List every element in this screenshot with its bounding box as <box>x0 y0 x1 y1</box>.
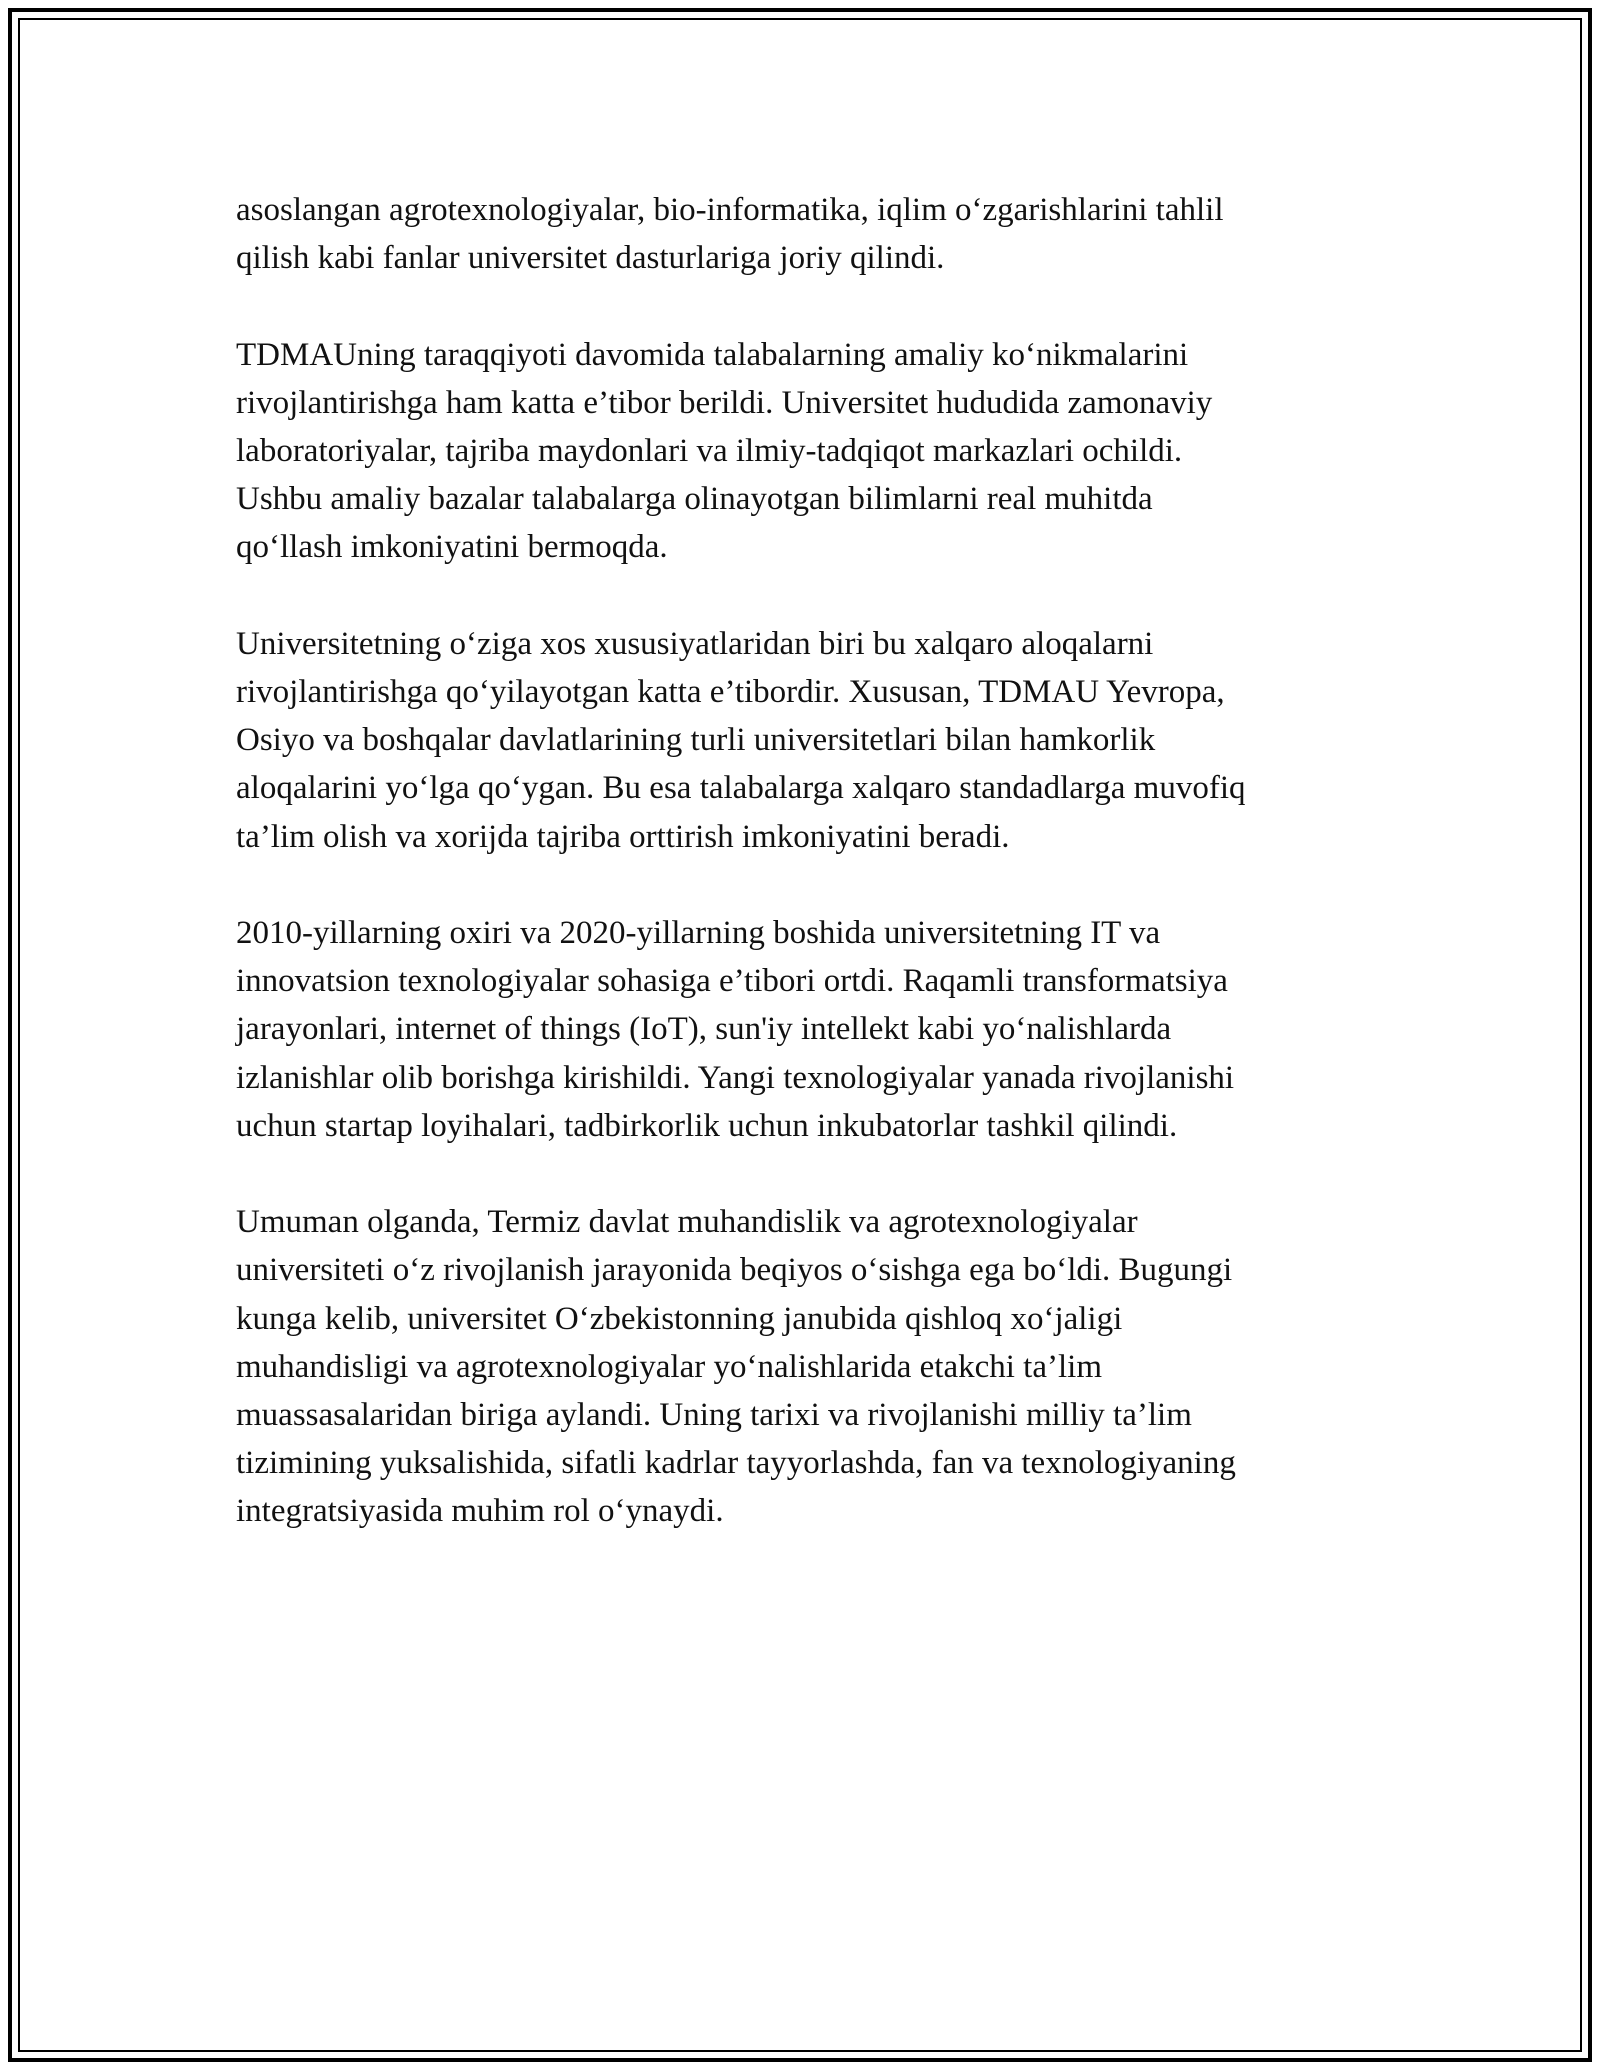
text-line: rivojlantirishga qoʻyilayotgan katta e’tibordir. Xususan, TDMAU Yevropa, <box>236 674 1225 710</box>
text-line: laboratoriyalar, tajriba maydonlari va ilmiy-tadqiqot markazlari ochildi. <box>236 433 1183 469</box>
text-line: Ushbu amaliy bazalar talabalarga olinayotgan bilimlarni real muhitda <box>236 481 1153 518</box>
text-line: aloqalarini yoʻlga qoʻygan. Bu esa talabalarga xalqaro standadlarga muvofiq <box>236 770 1246 807</box>
text-line: integratsiyasida muhim rol oʻynaydi. <box>236 1493 724 1530</box>
text-line: qilish kabi fanlar universitet dasturlariga joriy qilindi. <box>236 240 945 277</box>
text-line: 2010-yillarning oxiri va 2020-yillarning boshida universitetning IT va <box>236 915 1161 951</box>
text-line: TDMAUning taraqqiyoti davomida talabalarning amaliy koʻnikmalarini <box>236 336 1189 373</box>
text-line: qoʻllash imkoniyatini bermoqda. <box>236 529 668 566</box>
text-line: kunga kelib, universitet Oʻzbekistonning janubida qishloq xoʻjaligi <box>236 1300 1123 1337</box>
text-line: Universitetning oʻziga xos xususiyatlaridan biri bu xalqaro aloqalarni <box>236 625 1154 662</box>
text-line: muhandisligi va agrotexnologiyalar yoʻnalishlarida etakchi ta’lim <box>236 1348 1102 1385</box>
text-line: universiteti oʻz rivojlanish jarayonida beqiyos oʻsishga ega boʻldi. Bugungi <box>236 1252 1233 1289</box>
paragraph-3 <box>236 620 1376 861</box>
text-line: muassasalaridan biriga aylandi. Uning tarixi va rivojlanishi milliy ta’lim <box>236 1397 1192 1434</box>
text-line: Osiyo va boshqalar davlatlarining turli universitetlari bilan hamkorlik <box>236 722 1156 759</box>
text-line: jarayonlari, internet of things (IoT), sun'iy intellekt kabi yoʻnalishlarda <box>236 1011 1172 1048</box>
paragraph-5 <box>236 1198 1376 1535</box>
text-line: izlanishlar olib borishga kirishildi. Yangi texnologiyalar yanada rivojlanishi <box>236 1059 1235 1096</box>
text-line: rivojlantirishga ham katta e’tibor berildi. Universitet hududida zamonaviy <box>236 384 1213 421</box>
text-line: innovatsion texnologiyalar sohasiga e’tibori ortdi. Raqamli transformatsiya <box>236 963 1228 1000</box>
text-line: asoslangan agrotexnologiyalar, bio-informatika, iqlim oʻzgarishlarini tahlil <box>236 192 1224 228</box>
paragraph-1 <box>236 186 1376 282</box>
text-line: tizimining yuksalishida, sifatli kadrlar tayyorlashda, fan va texnologiyaning <box>236 1445 1236 1482</box>
text-line: Umuman olganda, Termiz davlat muhandislik va agrotexnologiyalar <box>236 1204 1138 1241</box>
document-body <box>236 186 1376 1584</box>
paragraph-4 <box>236 909 1376 1150</box>
text-line: ta’lim olish va xorijda tajriba orttirish imkoniyatini beradi. <box>236 818 1010 855</box>
text-line: uchun startap loyihalari, tadbirkorlik uchun inkubatorlar tashkil qilindi. <box>236 1107 1178 1144</box>
paragraph-2 <box>236 331 1376 572</box>
